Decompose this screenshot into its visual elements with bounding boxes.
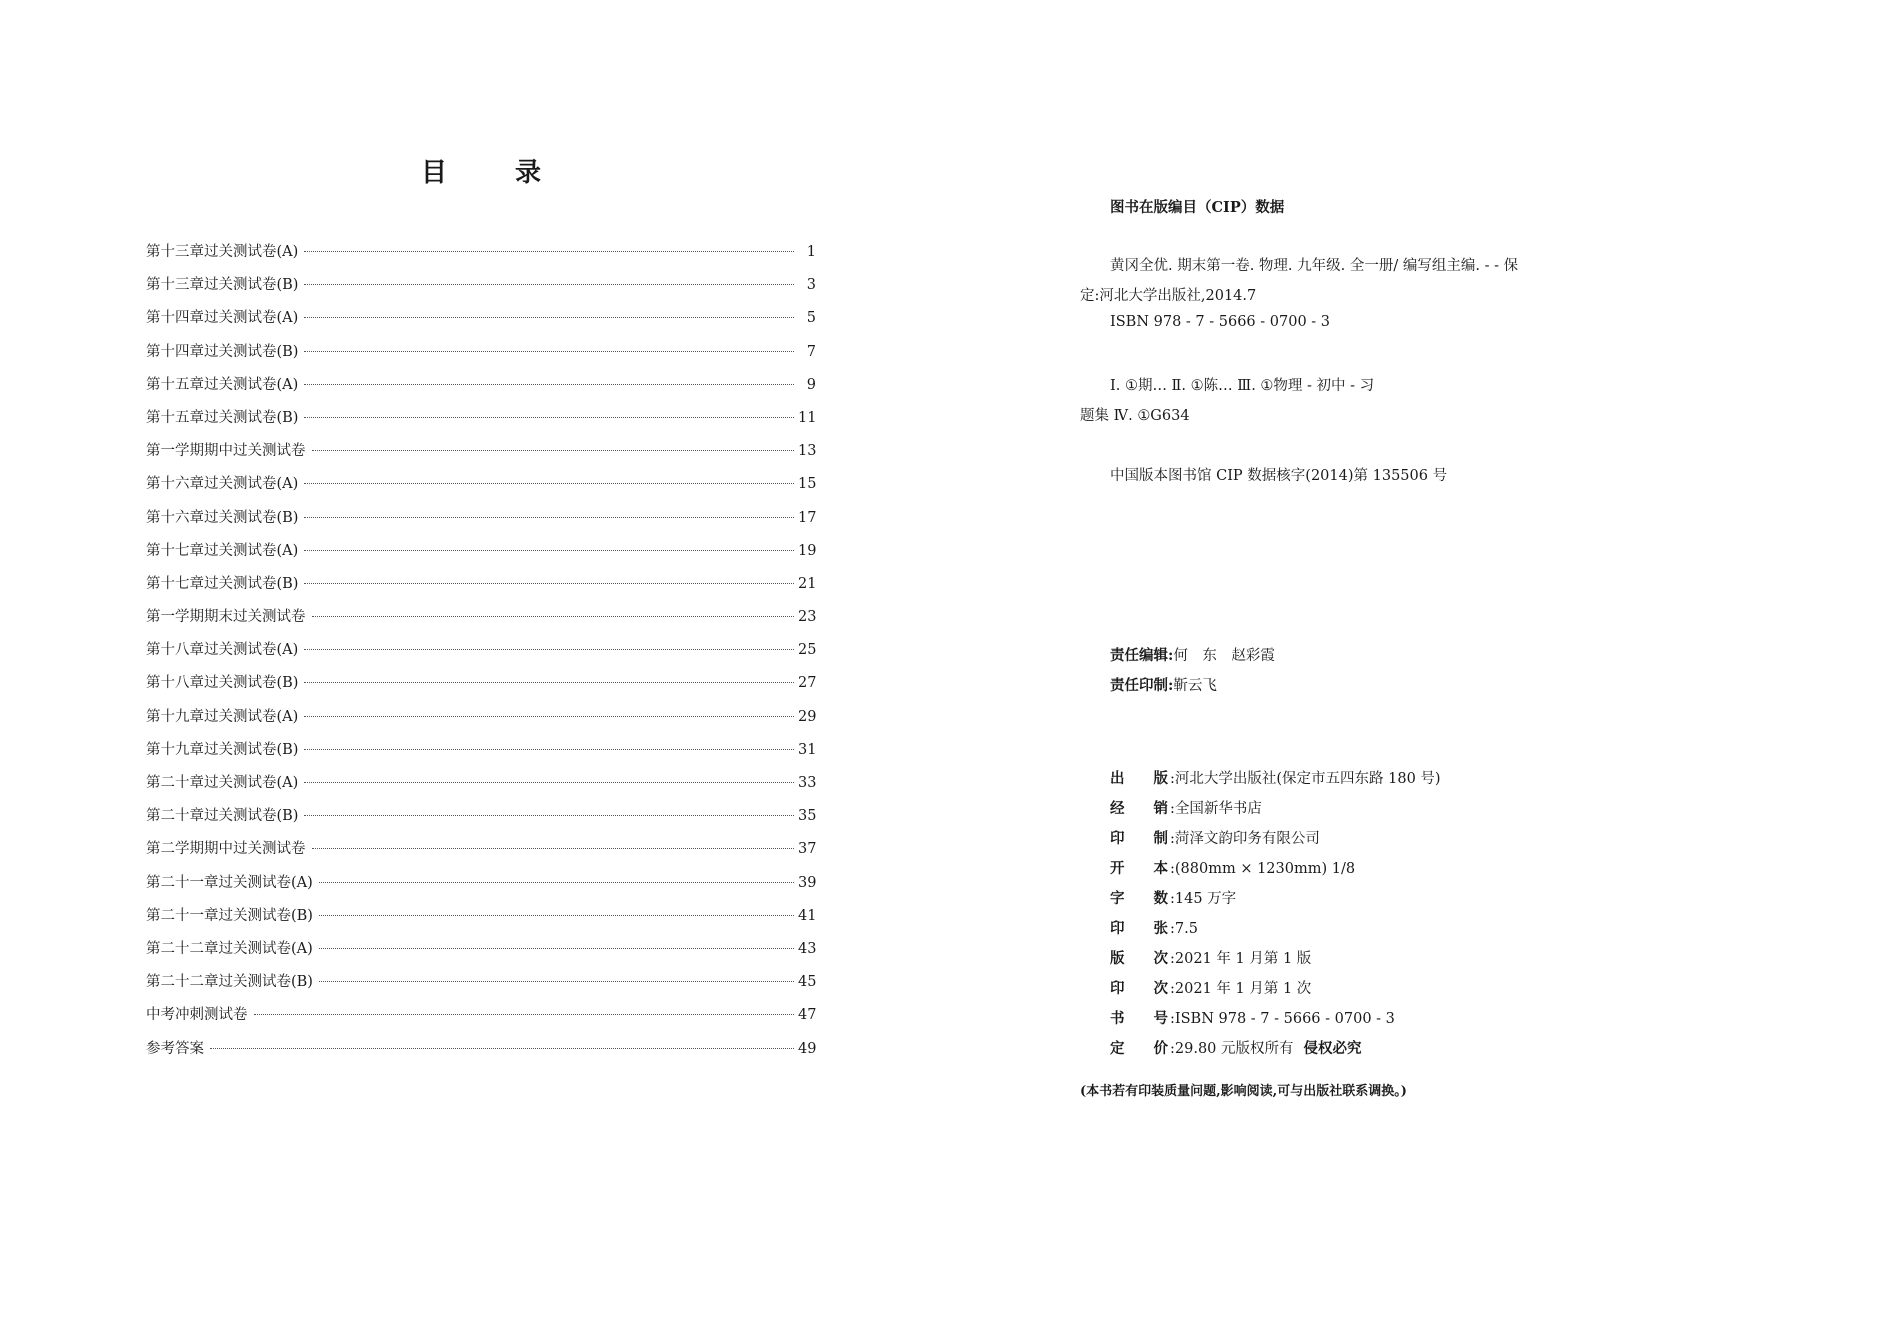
- responsible-printer-value: 靳云飞: [1173, 678, 1217, 694]
- toc-item-label: 第十三章过关测试卷(B): [146, 277, 299, 294]
- responsible-editor-label: 责任编辑:: [1110, 647, 1174, 664]
- pub-key-char: 开: [1110, 860, 1125, 877]
- pub-value: :ISBN 978 - 7 - 5666 - 0700 - 3: [1170, 1011, 1395, 1027]
- toc-item-page-number: 7: [806, 343, 816, 360]
- toc-item: [146, 502, 816, 535]
- toc-item-page-number: 31: [798, 741, 817, 758]
- toc-item: [146, 767, 816, 800]
- pub-row: [1110, 854, 1610, 884]
- toc-dot-leader: [312, 615, 795, 617]
- toc-dot-leader: [312, 847, 795, 849]
- pub-value-price: [1170, 1034, 1362, 1064]
- toc-item: [146, 1033, 816, 1066]
- pub-value: :145 万字: [1170, 891, 1237, 907]
- toc-item: [146, 568, 816, 601]
- toc-item-page-number: 43: [798, 940, 817, 957]
- toc-item-label: 第十六章过关测试卷(B): [146, 509, 299, 526]
- toc-dot-leader: [304, 350, 794, 352]
- pub-key-char: 本: [1153, 860, 1168, 877]
- pub-key-char: 销: [1153, 800, 1168, 817]
- toc-item: [146, 966, 816, 999]
- toc-item: [146, 634, 816, 667]
- pub-key: [1110, 1004, 1170, 1034]
- toc-item-page-number: 47: [798, 1007, 817, 1024]
- toc-item-label: 参考答案: [146, 1040, 204, 1057]
- pub-row: [1110, 914, 1610, 944]
- toc-dot-leader: [304, 648, 794, 650]
- toc-item-page-number: 9: [806, 376, 816, 393]
- pub-value: :河北大学出版社(保定市五四东路 180 号): [1170, 771, 1441, 787]
- pub-key: [1110, 974, 1170, 1004]
- price-value-text: :29.80 元版权所有: [1170, 1041, 1294, 1057]
- pub-key-price-char-2: 价: [1153, 1040, 1168, 1057]
- pub-value: :7.5: [1170, 921, 1198, 937]
- toc-item-page-number: 25: [798, 642, 817, 659]
- pub-key-char: 印: [1110, 980, 1125, 997]
- toc-dot-leader: [304, 715, 794, 717]
- responsible-printer: [1110, 674, 1217, 695]
- toc-item-page-number: 11: [798, 409, 817, 426]
- pub-value: :菏泽文韵印务有限公司: [1170, 831, 1320, 847]
- pub-key-char: 制: [1153, 830, 1168, 847]
- toc-item: [146, 269, 816, 302]
- responsible-editor: [1110, 644, 1275, 665]
- cip-title-line: 黄冈全优. 期末第一卷. 物理. 九年级. 全一册/ 编写组主编. - - 保: [1110, 258, 1519, 274]
- toc-list: [146, 236, 816, 1066]
- responsible-editor-value: 何 东 赵彩霞: [1173, 648, 1275, 664]
- toc-title: [421, 150, 541, 190]
- pub-row: [1110, 824, 1610, 854]
- cip-record-number: 中国版本图书馆 CIP 数据核字(2014)第 135506 号: [1110, 468, 1448, 484]
- cip-classification-line-2: 题集 Ⅳ. ①G634: [1080, 408, 1190, 424]
- toc-item-page-number: 41: [798, 907, 817, 924]
- toc-item-label: 第十七章过关测试卷(B): [146, 575, 299, 592]
- toc-dot-leader: [304, 416, 794, 418]
- publication-details: [1110, 764, 1610, 1064]
- toc-item: [146, 800, 816, 833]
- toc-item-page-number: 49: [798, 1040, 817, 1057]
- toc-dot-leader: [312, 449, 795, 451]
- pub-key-char: 版: [1110, 950, 1125, 967]
- toc-item: [146, 236, 816, 269]
- toc-item-page-number: 19: [798, 542, 817, 559]
- responsible-printer-label: 责任印制:: [1110, 677, 1174, 694]
- pub-key-char: 印: [1110, 920, 1125, 937]
- toc-dot-leader: [304, 516, 794, 518]
- pub-key-char: 印: [1110, 830, 1125, 847]
- toc-dot-leader: [319, 947, 794, 949]
- toc-item: [146, 734, 816, 767]
- toc-item-label: 第十五章过关测试卷(B): [146, 409, 299, 426]
- pub-key-price-char-1: 定: [1110, 1040, 1125, 1057]
- pub-key-char: 书: [1110, 1010, 1125, 1027]
- toc-item-page-number: 17: [798, 509, 817, 526]
- toc-item: [146, 833, 816, 866]
- pub-key: [1110, 794, 1170, 824]
- toc-item-label: 第十五章过关测试卷(A): [146, 376, 299, 393]
- toc-item-label: 第一学期期中过关测试卷: [146, 443, 306, 460]
- toc-item-page-number: 35: [798, 808, 817, 825]
- toc-item: [146, 468, 816, 501]
- toc-item-label: 第十九章过关测试卷(A): [146, 708, 299, 725]
- toc-dot-leader: [304, 250, 794, 252]
- toc-item-label: 第十六章过关测试卷(A): [146, 476, 299, 493]
- toc-item-page-number: 13: [798, 443, 817, 460]
- toc-dot-leader: [304, 748, 794, 750]
- pub-key-char: 数: [1153, 890, 1168, 907]
- pub-row: [1110, 944, 1610, 974]
- pub-row: [1110, 1004, 1610, 1034]
- pub-row-price: [1110, 1034, 1610, 1064]
- toc-item-label: 第十九章过关测试卷(B): [146, 741, 299, 758]
- toc-item-label: 第十四章过关测试卷(B): [146, 343, 299, 360]
- pub-key: [1110, 884, 1170, 914]
- pub-key: [1110, 944, 1170, 974]
- toc-item: [146, 667, 816, 700]
- toc-item-label: 第二十章过关测试卷(A): [146, 775, 299, 791]
- toc-item-label: 第十七章过关测试卷(A): [146, 542, 299, 559]
- toc-item-page-number: 3: [806, 277, 816, 294]
- pub-key-price: [1110, 1034, 1170, 1064]
- toc-item-page-number: 39: [798, 874, 817, 891]
- pub-key: [1110, 914, 1170, 944]
- toc-item: [146, 701, 816, 734]
- pub-row: [1110, 794, 1610, 824]
- pub-key-char: 次: [1153, 980, 1168, 997]
- toc-dot-leader: [319, 914, 794, 916]
- toc-item: [146, 369, 816, 402]
- toc-item: [146, 435, 816, 468]
- toc-dot-leader: [254, 1013, 795, 1015]
- toc-item-label: 第二十章过关测试卷(B): [146, 808, 299, 825]
- toc-dot-leader: [319, 881, 794, 883]
- toc-dot-leader: [304, 781, 794, 783]
- toc-dot-leader: [304, 383, 794, 385]
- rights-reserved-text: 侵权必究: [1303, 1040, 1362, 1057]
- toc-item-label: 第十三章过关测试卷(A): [146, 244, 299, 260]
- toc-dot-leader: [304, 482, 794, 484]
- pub-row: [1110, 974, 1610, 1004]
- toc-item-label: 第一学期期末过关测试卷: [146, 609, 306, 626]
- pub-key-char: 号: [1153, 1010, 1168, 1027]
- cip-heading: 图书在版编目（CIP）数据: [1110, 199, 1285, 216]
- toc-item-label: 第二十一章过关测试卷(A): [146, 874, 313, 891]
- toc-item: [146, 933, 816, 966]
- toc-item-page-number: 5: [806, 310, 816, 327]
- pub-key-char: 出: [1110, 770, 1125, 787]
- toc-dot-leader: [304, 814, 794, 816]
- pub-key-char: 版: [1153, 770, 1168, 787]
- toc-item: [146, 999, 816, 1032]
- cip-publisher-line: 定:河北大学出版社,2014.7: [1080, 288, 1257, 304]
- pub-value: :2021 年 1 月第 1 版: [1170, 951, 1312, 967]
- toc-item: [146, 336, 816, 369]
- quality-notice: (本书若有印装质量问题,影响阅读,可与出版社联系调换。): [1080, 1084, 1407, 1099]
- toc-item-page-number: 1: [806, 244, 816, 260]
- toc-item: [146, 402, 816, 435]
- pub-value: :全国新华书店: [1170, 801, 1262, 817]
- pub-row: [1110, 764, 1610, 794]
- toc-item-page-number: 29: [798, 708, 817, 725]
- cip-classification-line: Ⅰ. ①期… Ⅱ. ①陈… Ⅲ. ①物理 - 初中 - 习: [1110, 378, 1375, 394]
- toc-item-label: 第十八章过关测试卷(B): [146, 675, 299, 692]
- toc-dot-leader: [304, 582, 794, 584]
- pub-row: [1110, 884, 1610, 914]
- toc-title-char-2: 录: [514, 157, 541, 188]
- toc-item-label: 第二学期期中过关测试卷: [146, 841, 306, 858]
- toc-item-label: 第二十二章过关测试卷(B): [146, 974, 313, 991]
- toc-dot-leader: [319, 980, 794, 982]
- toc-dot-leader: [304, 549, 794, 551]
- toc-title-char-1: 目: [421, 157, 448, 188]
- pub-key: [1110, 764, 1170, 794]
- toc-item: [146, 302, 816, 335]
- pub-value: :2021 年 1 月第 1 次: [1170, 981, 1312, 997]
- toc-item-label: 中考冲刺测试卷: [146, 1007, 248, 1024]
- toc-item-page-number: 15: [798, 476, 817, 493]
- toc-dot-leader: [304, 283, 794, 285]
- cip-isbn-line: ISBN 978 - 7 - 5666 - 0700 - 3: [1110, 314, 1331, 330]
- toc-item-page-number: 27: [798, 675, 817, 692]
- pub-key-char: 张: [1153, 920, 1168, 937]
- toc-dot-leader: [304, 681, 794, 683]
- toc-item: [146, 900, 816, 933]
- pub-key-char: 经: [1110, 800, 1125, 817]
- pub-key: [1110, 824, 1170, 854]
- toc-item-page-number: 21: [798, 575, 817, 592]
- toc-dot-leader: [304, 316, 794, 318]
- pub-value: :(880mm × 1230mm) 1/8: [1170, 861, 1356, 877]
- toc-item-label: 第十四章过关测试卷(A): [146, 310, 299, 327]
- toc-item: [146, 867, 816, 900]
- toc-dot-leader: [210, 1047, 794, 1049]
- toc-item-label: 第二十一章过关测试卷(B): [146, 907, 313, 924]
- pub-key: [1110, 854, 1170, 884]
- toc-item: [146, 601, 816, 634]
- toc-item-page-number: 23: [798, 609, 817, 626]
- toc-item-page-number: 33: [798, 775, 817, 791]
- pub-key-char: 次: [1153, 950, 1168, 967]
- pub-key-char: 字: [1110, 890, 1125, 907]
- toc-item-label: 第二十二章过关测试卷(A): [146, 940, 313, 957]
- toc-item-page-number: 45: [798, 974, 817, 991]
- toc-item-label: 第十八章过关测试卷(A): [146, 642, 299, 659]
- toc-item-page-number: 37: [798, 841, 817, 858]
- toc-item: [146, 535, 816, 568]
